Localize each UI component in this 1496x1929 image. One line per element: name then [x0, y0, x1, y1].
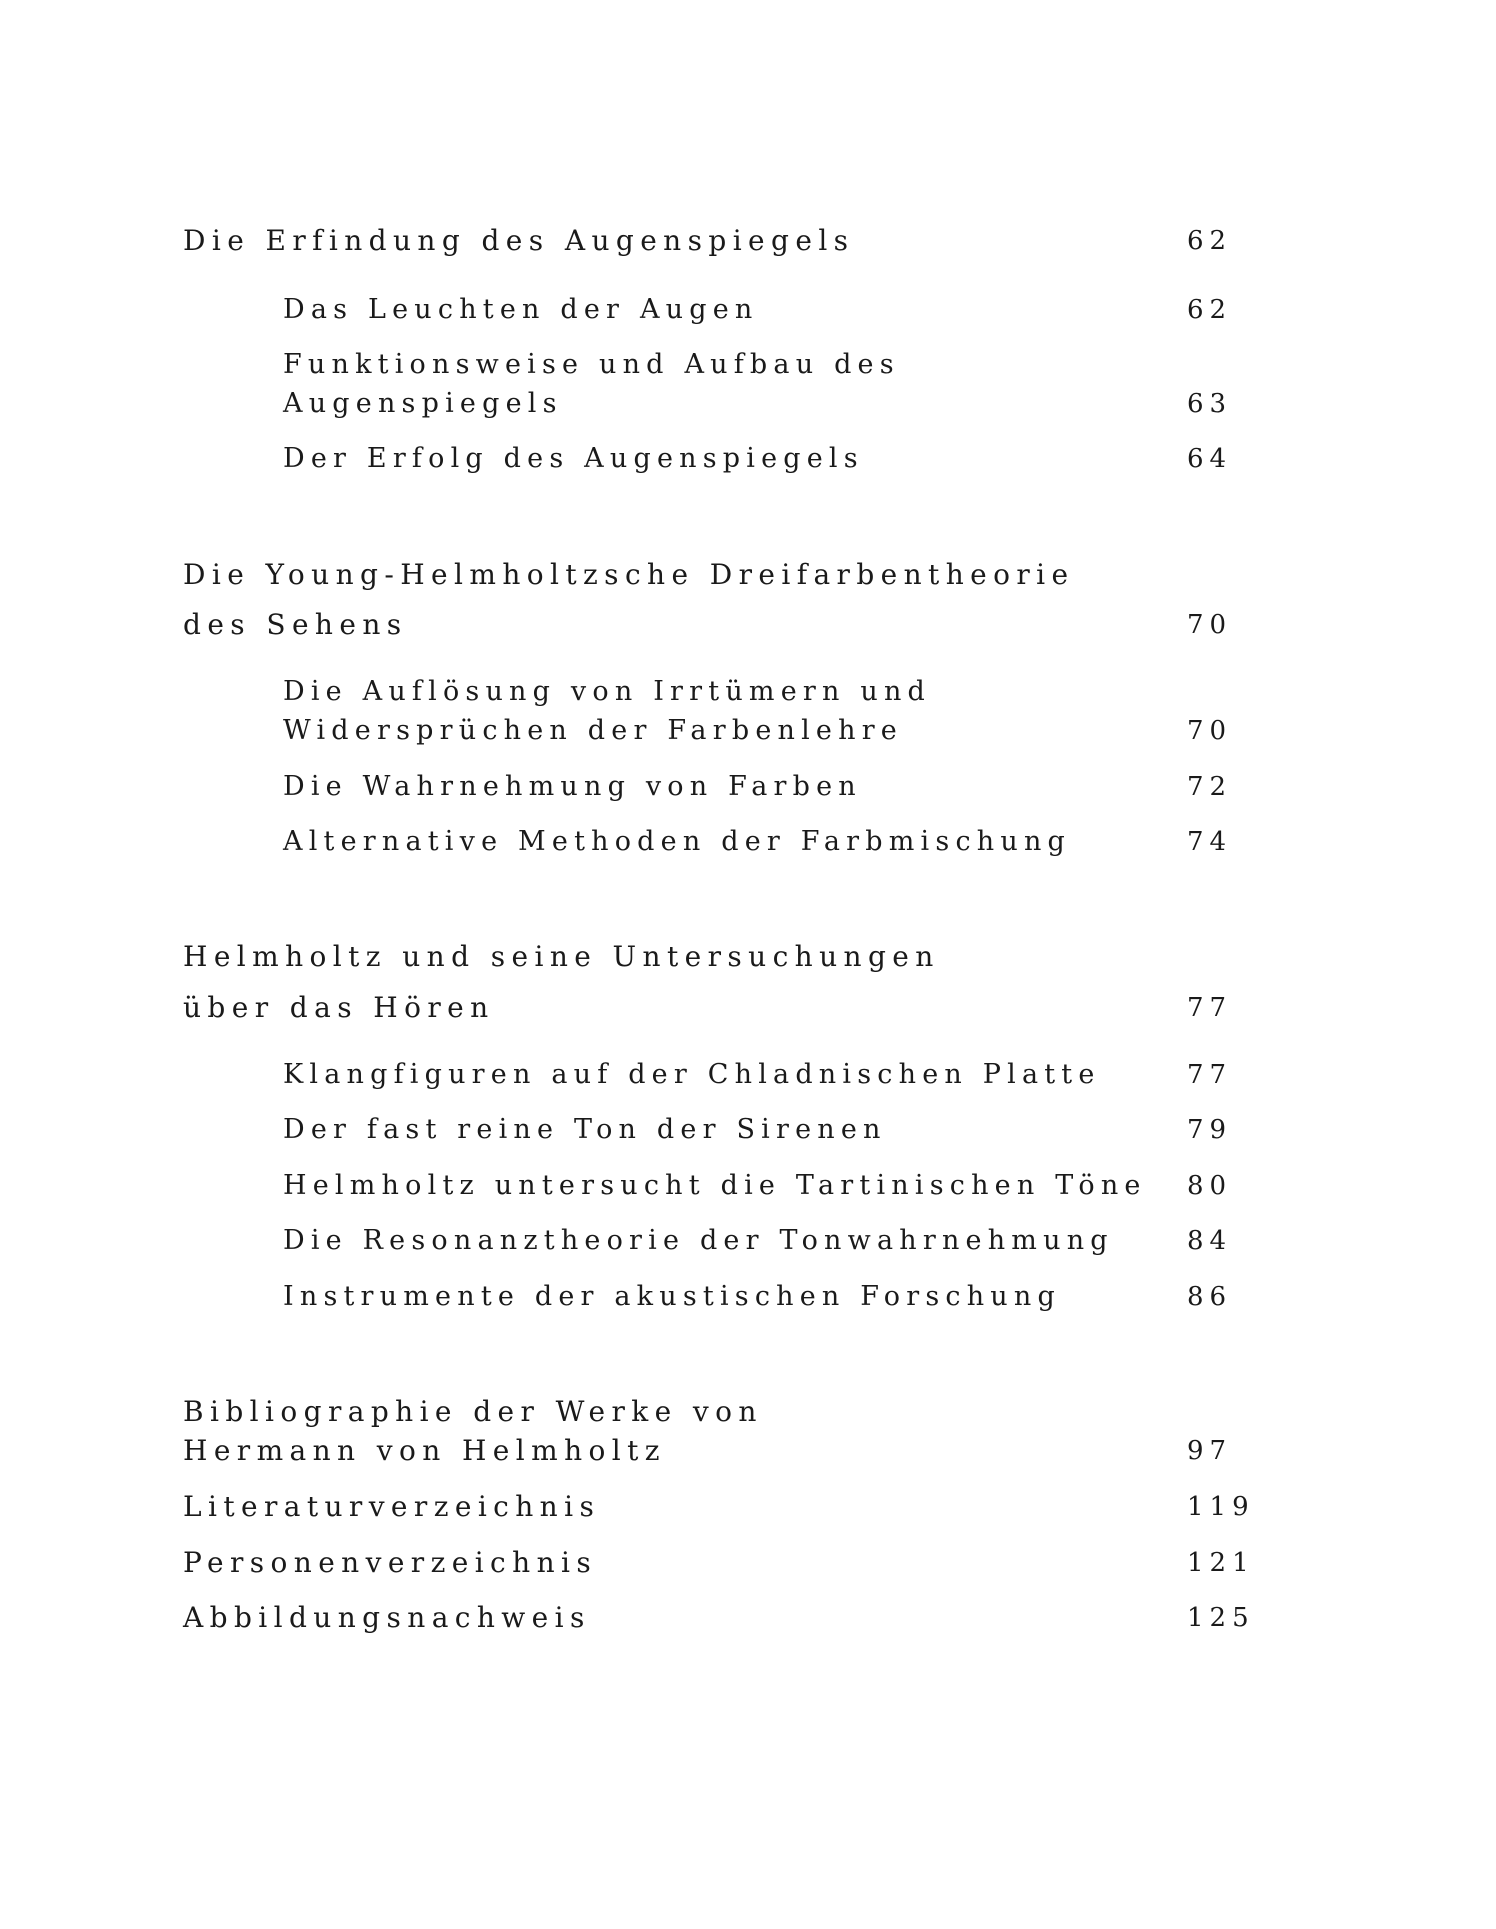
page-number: 74 — [1187, 827, 1233, 857]
page-number: 79 — [1187, 1115, 1233, 1145]
back-matter-title: Abbildungsnachweis — [183, 1601, 591, 1634]
page-number: 62 — [1187, 295, 1233, 325]
subsection-title: Die Auflösung von Irrtümern und — [283, 676, 932, 707]
section-title-continued: des Sehens — [183, 608, 408, 641]
subsection-title: Funktionsweise und Aufbau des — [283, 349, 900, 380]
page-number: 121 — [1187, 1548, 1255, 1578]
subsection-title: Helmholtz untersucht die Tartinischen Töne — [283, 1170, 1147, 1201]
subsection-title: Der fast reine Ton der Sirenen — [283, 1114, 887, 1145]
subsection-title: Der Erfolg des Augenspiegels — [283, 443, 864, 474]
page-number: 77 — [1187, 1060, 1233, 1090]
subsection-title: Das Leuchten der Augen — [283, 294, 759, 325]
page-number: 72 — [1187, 772, 1233, 802]
page-number: 80 — [1187, 1171, 1233, 1201]
subsection-title-continued: Augenspiegels — [283, 388, 563, 419]
subsection-title: Instrumente der akustischen Forschung — [283, 1281, 1061, 1312]
page-number: 63 — [1187, 389, 1233, 419]
page-number: 64 — [1187, 444, 1233, 474]
section-title: Helmholtz und seine Untersuchungen — [183, 940, 940, 973]
page-number: 70 — [1187, 716, 1233, 746]
back-matter-title: Bibliographie der Werke von — [183, 1395, 763, 1428]
page-number: 84 — [1187, 1226, 1233, 1256]
page-number: 119 — [1187, 1492, 1255, 1522]
subsection-title: Die Resonanztheorie der Tonwahrnehmung — [283, 1225, 1114, 1256]
section-title-continued: über das Hören — [183, 991, 495, 1024]
page-number: 77 — [1187, 993, 1233, 1023]
subsection-title-continued: Widersprüchen der Farbenlehre — [283, 715, 903, 746]
page-number: 97 — [1187, 1436, 1233, 1466]
back-matter-title-continued: Hermann von Helmholtz — [183, 1434, 666, 1467]
section-title: Die Erfindung des Augenspiegels — [183, 224, 855, 257]
subsection-title: Klangfiguren auf der Chladnischen Platte — [283, 1059, 1101, 1090]
page-number: 62 — [1187, 226, 1233, 256]
page-number: 86 — [1187, 1282, 1233, 1312]
subsection-title: Alternative Methoden der Farbmischung — [283, 826, 1072, 857]
page-number: 70 — [1187, 610, 1233, 640]
subsection-title: Die Wahrnehmung von Farben — [283, 771, 862, 802]
back-matter-title: Personenverzeichnis — [183, 1546, 598, 1579]
section-title: Die Young-Helmholtzsche Dreifarbentheorie — [183, 558, 1075, 591]
page-number: 125 — [1187, 1603, 1255, 1633]
back-matter-title: Literaturverzeichnis — [183, 1490, 601, 1523]
